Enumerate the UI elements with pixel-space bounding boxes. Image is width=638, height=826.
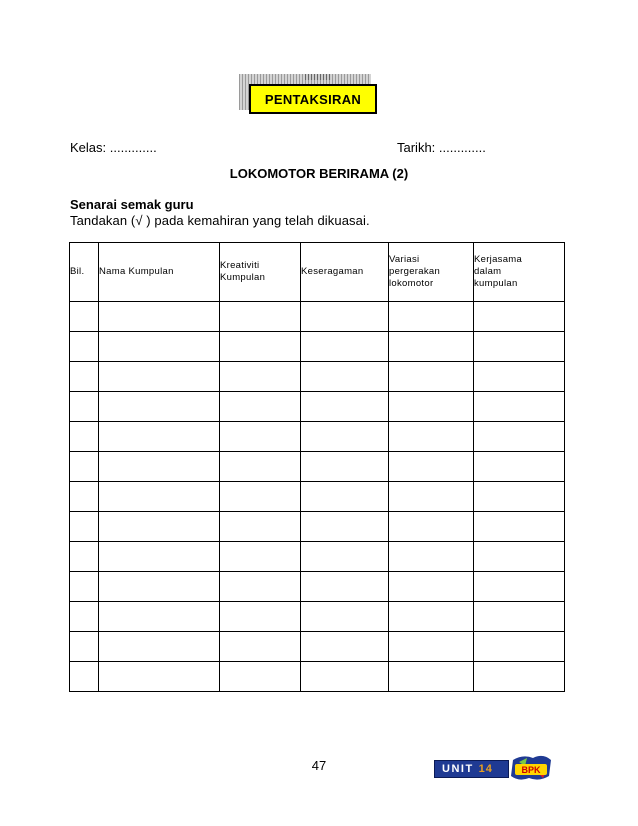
table-row [70, 332, 565, 362]
badge-notch [305, 74, 331, 80]
table-cell [70, 542, 99, 572]
table-cell [70, 302, 99, 332]
table-cell [301, 602, 389, 632]
table-cell [220, 362, 301, 392]
table-cell [99, 302, 220, 332]
header-nama-kumpulan: Nama Kumpulan [99, 243, 220, 302]
table-cell [99, 572, 220, 602]
table-row [70, 482, 565, 512]
table-cell [389, 512, 474, 542]
table-cell [301, 482, 389, 512]
table-cell [301, 332, 389, 362]
pentaksiran-badge [239, 74, 381, 120]
table-cell [389, 662, 474, 692]
table-cell [301, 362, 389, 392]
table-cell [474, 392, 565, 422]
instruction-text: Tandakan (√ ) pada kemahiran yang telah dikuasai. [70, 213, 370, 228]
table-cell [474, 452, 565, 482]
table-cell [301, 632, 389, 662]
table-cell [301, 392, 389, 422]
unit-label: UNIT [442, 763, 474, 775]
table-cell [99, 542, 220, 572]
unit-number: 14 [478, 763, 493, 775]
table-cell [70, 332, 99, 362]
header-bil: Bil. [70, 243, 99, 302]
table-row [70, 572, 565, 602]
table-cell [389, 302, 474, 332]
header-kreativiti-kumpulan: Kreativiti Kumpulan [220, 243, 301, 302]
table-cell [70, 422, 99, 452]
logo-text: BPK [521, 765, 541, 775]
table-cell [220, 662, 301, 692]
table-cell [220, 632, 301, 662]
table-cell [70, 392, 99, 422]
table-cell [389, 482, 474, 512]
table-cell [99, 602, 220, 632]
table-cell [99, 632, 220, 662]
table-cell [389, 572, 474, 602]
table-row [70, 632, 565, 662]
badge-label: PENTAKSIRAN [249, 84, 377, 114]
table-cell [70, 362, 99, 392]
table-cell [220, 602, 301, 632]
unit-badge [434, 760, 509, 778]
table-row [70, 422, 565, 452]
table-cell [474, 362, 565, 392]
table-row [70, 392, 565, 422]
table-cell [220, 452, 301, 482]
table-cell [99, 512, 220, 542]
table-cell [389, 392, 474, 422]
table-header-row [70, 243, 565, 302]
table-cell [474, 422, 565, 452]
table-cell [474, 632, 565, 662]
table-cell [389, 602, 474, 632]
table-row [70, 452, 565, 482]
table-cell [220, 512, 301, 542]
table-row [70, 662, 565, 692]
table-cell [220, 422, 301, 452]
table-cell [389, 542, 474, 572]
table-cell [70, 452, 99, 482]
table-cell [474, 482, 565, 512]
table-cell [99, 482, 220, 512]
header-variasi-pergerakan: Variasi pergerakan lokomotor [389, 243, 474, 302]
header-kerjasama: Kerjasama dalam kumpulan [474, 243, 565, 302]
table-cell [99, 332, 220, 362]
table-cell [389, 422, 474, 452]
table-cell [301, 662, 389, 692]
table-cell [389, 332, 474, 362]
table-cell [99, 662, 220, 692]
table-row [70, 362, 565, 392]
table-cell [220, 332, 301, 362]
table-cell [301, 542, 389, 572]
table-cell [389, 452, 474, 482]
table-cell [220, 572, 301, 602]
checklist-table [69, 242, 565, 692]
table-cell [99, 452, 220, 482]
table-cell [220, 392, 301, 422]
table-row [70, 512, 565, 542]
table-cell [70, 482, 99, 512]
table-cell [474, 302, 565, 332]
table-cell [220, 482, 301, 512]
table-row [70, 602, 565, 632]
page-number: 47 [311, 758, 327, 773]
table-cell [70, 572, 99, 602]
section-heading: Senarai semak guru [70, 197, 194, 212]
table-row [70, 302, 565, 332]
table-cell [99, 362, 220, 392]
table-cell [301, 512, 389, 542]
bpk-logo [509, 754, 553, 782]
table-cell [99, 422, 220, 452]
table-cell [70, 662, 99, 692]
table-cell [220, 542, 301, 572]
table-cell [301, 572, 389, 602]
header-keseragaman: Keseragaman [301, 243, 389, 302]
kelas-field: Kelas: ............. [70, 140, 157, 155]
tarikh-field: Tarikh: ............. [397, 140, 486, 155]
table-cell [474, 572, 565, 602]
table-cell [70, 632, 99, 662]
table-cell [474, 602, 565, 632]
table-body [70, 302, 565, 692]
table-cell [474, 662, 565, 692]
table-cell [474, 512, 565, 542]
table-cell [70, 512, 99, 542]
table-cell [301, 422, 389, 452]
table-cell [301, 452, 389, 482]
table-row [70, 542, 565, 572]
page-title: LOKOMOTOR BERIRAMA (2) [229, 166, 409, 181]
table-cell [301, 302, 389, 332]
table-cell [389, 362, 474, 392]
table-cell [99, 392, 220, 422]
table-cell [389, 632, 474, 662]
table-cell [70, 602, 99, 632]
table-cell [474, 332, 565, 362]
table-cell [474, 542, 565, 572]
table-cell [220, 302, 301, 332]
